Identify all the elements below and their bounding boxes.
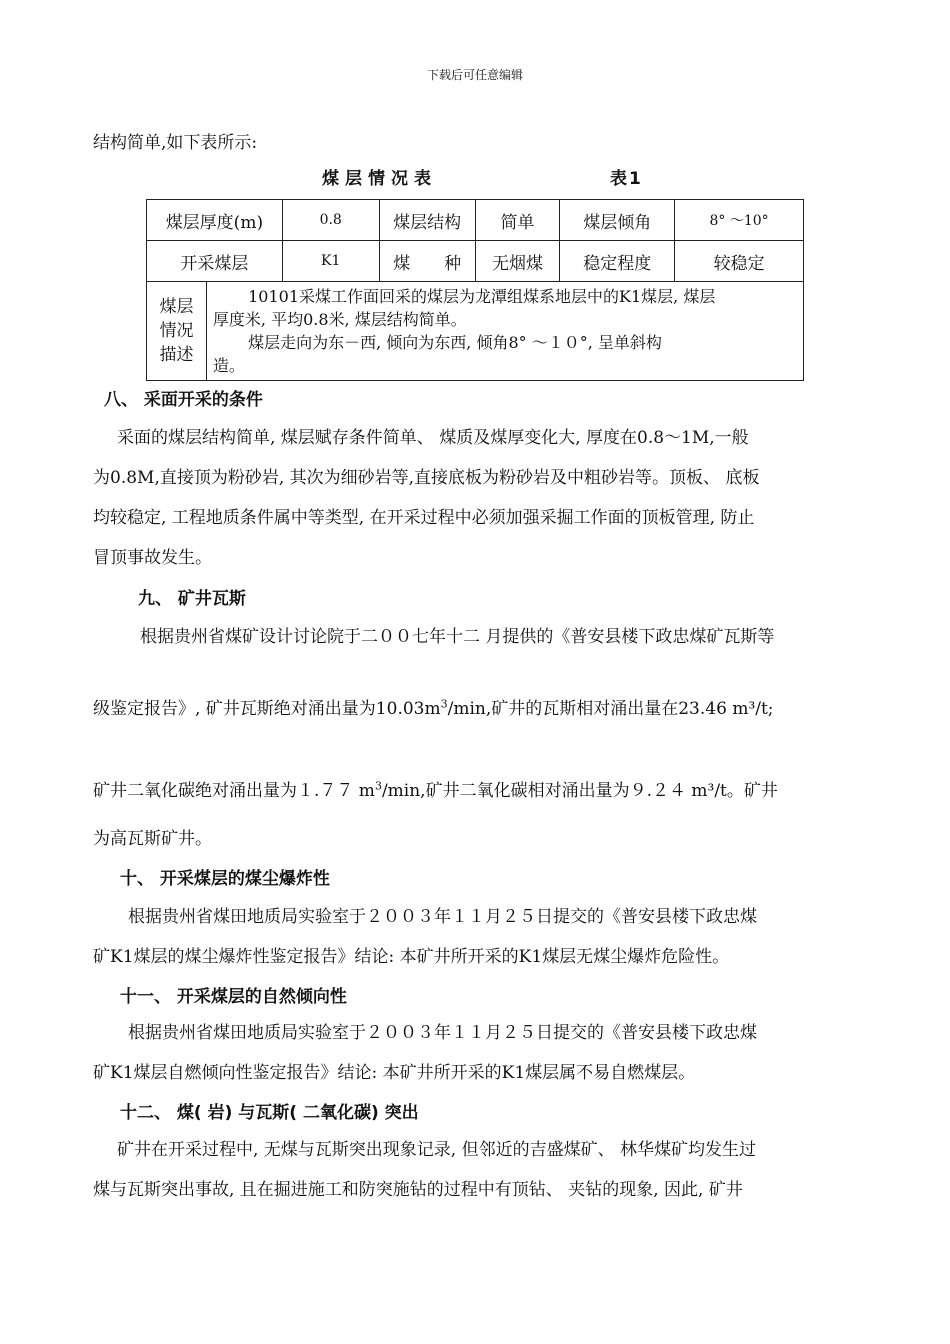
desc-label-line: 描述 <box>159 345 194 365</box>
section-heading-8: 八、 采面开采的条件 <box>104 390 263 410</box>
table-cell: 简单 <box>475 200 560 241</box>
table-row <box>147 241 804 282</box>
desc-line: 10101采煤工作面回采的煤层为龙潭组煤系地层中的K1煤层, 煤层 <box>248 287 716 306</box>
section-heading-9: 九、 矿井瓦斯 <box>138 589 246 609</box>
text-run: 级鉴定报告》, 矿井瓦斯绝对涌出量为10.03m <box>93 699 441 719</box>
table-cell: 煤层厚度(m) <box>147 200 283 241</box>
table-cell: 0.8 <box>282 200 379 241</box>
table-cell: 稳定程度 <box>560 241 675 282</box>
section-heading-12: 十二、 煤( 岩) 与瓦斯( 二氧化碳) 突出 <box>120 1103 419 1123</box>
paragraph-line: 煤与瓦斯突出事故, 且在掘进施工和防突施钻的过程中有顶钻、 夹钻的现象, 因此, 矿井 <box>93 1180 743 1200</box>
table-cell: 较稳定 <box>675 241 804 282</box>
desc-line: 厚度米, 平均0.8米, 煤层结构简单。 <box>212 310 467 329</box>
desc-text-cell <box>206 282 803 381</box>
paragraph-line <box>93 694 774 719</box>
table-number: 表1 <box>610 169 643 189</box>
page-header: 下载后可任意编辑 <box>426 68 523 82</box>
text-run: /min,矿井二氧化碳相对涌出量为９.２４ m³/t。矿井 <box>381 781 778 801</box>
paragraph-line: 矿井在开采过程中, 无煤与瓦斯突出现象记录, 但邻近的吉盛煤矿、 林华煤矿均发生过 <box>117 1140 757 1160</box>
table-cell: 8° ～10° <box>675 200 804 241</box>
table-row <box>147 200 804 241</box>
coal-seam-table <box>146 199 804 381</box>
paragraph-line: 为0.8M,直接顶为粉砂岩, 其次为细砂岩等,直接底板为粉砂岩及中粗砂岩等。顶板、 底板 <box>93 468 760 488</box>
paragraph-line: 采面的煤层结构简单, 煤层赋存条件简单、 煤质及煤厚变化大, 厚度在0.8～1M,一般 <box>117 428 749 448</box>
table-title: 煤层情况表 <box>322 169 437 189</box>
text-run: 矿井二氧化碳绝对涌出量为１.７７ m <box>93 781 375 801</box>
superscript: 3 <box>374 779 382 793</box>
paragraph-line: 为高瓦斯矿井。 <box>93 829 212 849</box>
table-cell: 煤层结构 <box>379 200 475 241</box>
desc-label-line: 煤层 <box>159 297 194 317</box>
paragraph-line: 矿K1煤层的煤尘爆炸性鉴定报告》结论: 本矿井所开采的K1煤层无煤尘爆炸危险性。 <box>93 947 730 967</box>
desc-label-cell <box>147 282 207 381</box>
desc-line: 造。 <box>212 356 245 375</box>
table-cell: K1 <box>282 241 379 282</box>
superscript: 3 <box>440 697 448 711</box>
table-cell: 无烟煤 <box>475 241 560 282</box>
table-cell: 开采煤层 <box>147 241 283 282</box>
paragraph-line: 根据贵州省煤田地质局实验室于２００３年１１月２５日提交的《普安县楼下政忠煤 <box>128 907 757 927</box>
text-run: /min,矿井的瓦斯相对涌出量在23.46 m³/t; <box>447 699 774 719</box>
paragraph-line: 根据贵州省煤田地质局实验室于２００３年１１月２５日提交的《普安县楼下政忠煤 <box>128 1023 757 1043</box>
paragraph-line: 均较稳定, 工程地质条件属中等类型, 在开采过程中必须加强采掘工作面的顶板管理, 防止 <box>93 508 755 528</box>
paragraph-line: 根据贵州省煤矿设计讨论院于二００七年十二 月提供的《普安县楼下政忠煤矿瓦斯等 <box>140 627 775 647</box>
section-heading-10: 十、 开采煤层的煤尘爆炸性 <box>120 869 330 889</box>
desc-label-line: 情况 <box>159 321 194 341</box>
intro-text: 结构简单,如下表所示: <box>93 133 258 153</box>
table-cell: 煤 种 <box>379 241 475 282</box>
paragraph-line: 冒顶事故发生。 <box>93 548 212 568</box>
table-row <box>147 282 804 381</box>
paragraph-line <box>93 776 778 801</box>
section-heading-11: 十一、 开采煤层的自然倾向性 <box>120 987 347 1007</box>
paragraph-line: 矿K1煤层自燃倾向性鉴定报告》结论: 本矿井所开采的K1煤层属不易自燃煤层。 <box>93 1063 696 1083</box>
desc-line: 煤层走向为东－西, 倾向为东西, 倾角8° ～１０°, 呈单斜构 <box>248 333 662 352</box>
table-cell: 煤层倾角 <box>560 200 675 241</box>
